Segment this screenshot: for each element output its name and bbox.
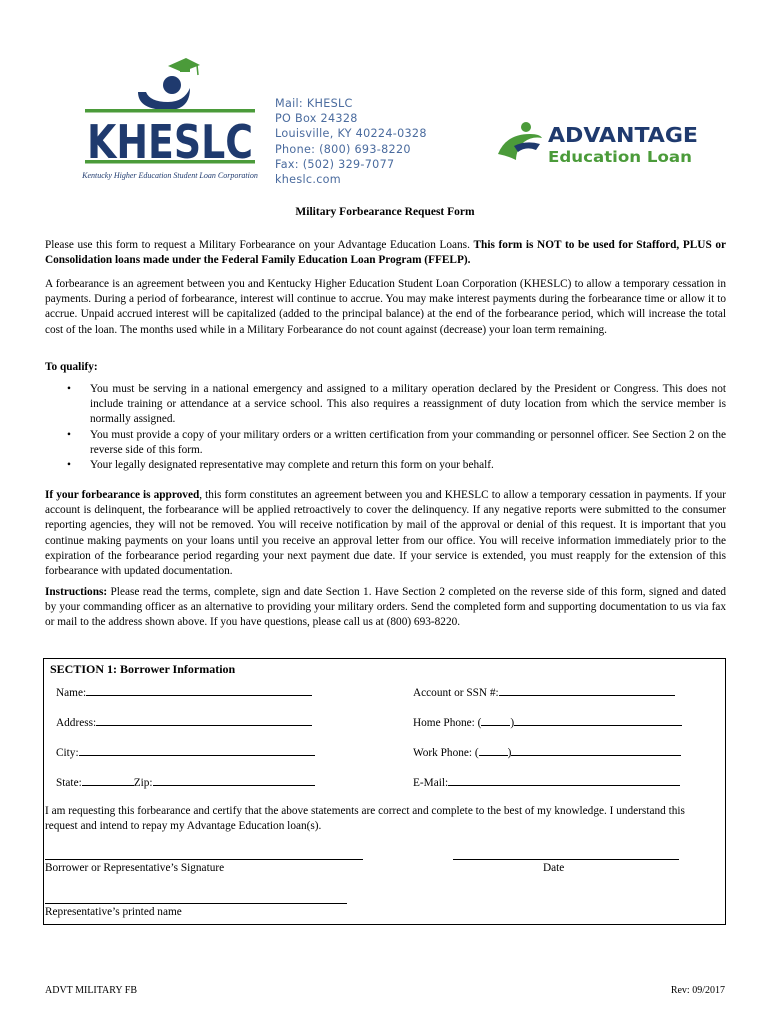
qualify-item-2: You must provide a copy of your military orders or a written certification from your commanding or personnel officer. See Section 2 on the reverse side of this form. [90, 428, 726, 456]
bullet-icon: • [67, 428, 71, 441]
city-line[interactable] [79, 743, 315, 756]
intro-paragraph [45, 238, 726, 268]
certification-text: I am requesting this forbearance and certify that the above statements are correct and complete to the best of my knowledge. I understand this request and intend to repay my Advantage Education loan(s). [45, 805, 685, 833]
home-phone-label: Home Phone: ( [413, 717, 482, 729]
approval-paragraph [45, 488, 726, 579]
instructions-lead: Instructions: [45, 586, 108, 598]
contact-city: Louisville, KY 40224-0328 [275, 127, 427, 141]
work-phone-label: Work Phone: ( [413, 747, 479, 759]
account-ssn-label: Account or SSN #: [413, 687, 499, 699]
instructions-paragraph [45, 585, 726, 631]
city-field[interactable] [56, 743, 315, 759]
bullet-icon: • [67, 459, 71, 472]
work-phone-line[interactable] [511, 743, 681, 756]
qualify-item-1: You must be serving in a national emergency and assigned to a military operation declared by the President or Congress. This does not include training or attendance at a service school. This also requires a reassignment of duty location from which the service member is normally assigned. [90, 383, 726, 426]
account-ssn-line[interactable] [499, 683, 675, 696]
forbearance-paragraph: A forbearance is an agreement between you and Kentucky Higher Education Student Loan Corporation (KHESLC) to allow a temporary cessation in payments. During a period of forbearance, interest will continue to accrue. You may make interest payments during the forbearance time or allow it to accrue. Unpaid accrued interest will be capitalized (added to the principal balance) at the end of the forbearance period, which will increase the total cost of the loan. The months used while in a Military Forbearance do not count against (decrease) your loan term remaining. [45, 278, 726, 336]
advantage-wordmark: ADVANTAGE [548, 123, 698, 147]
intro-warning: This form is NOT to be used for Stafford, PLUS or Consolidation loans made under the Federal Family Education Loan Program (FFELP). [45, 239, 727, 267]
email-field[interactable] [413, 773, 680, 789]
approval-text: , this form constitutes an agreement between you and KHESLC to allow a temporary cessation in payments. If your account is delinquent, the forbearance will be applied retroactively to cover the delinquency. If any negative reports were submitted to the consumer reporting agencies, they will not be removed. You will receive notification by mail of the approval or denial of this request. It is important that you continue making payments on your loans until you receive an approval letter from our office. You will receive information immediately prior to the expiration of the forbearance period regarding your next payment due date. If your service is extended, you must reapply for the extension of this forbearance with updated documentation. [45, 489, 726, 578]
kheslc-wordmark: KHESLC [87, 115, 253, 169]
contact-mail: Mail: KHESLC [275, 97, 353, 110]
list-item [45, 428, 726, 458]
address-label: Address: [56, 717, 97, 729]
contact-po-box: PO Box 24328 [275, 112, 358, 126]
name-line[interactable] [86, 683, 312, 696]
name-label: Name: [56, 687, 87, 699]
contact-website: kheslc.com [275, 173, 341, 187]
date-label: Date [543, 862, 565, 874]
email-line[interactable] [448, 773, 680, 786]
advantage-education-loan-logo [496, 120, 701, 168]
state-zip-field[interactable] [56, 773, 315, 789]
address-field[interactable] [56, 713, 312, 729]
city-label: City: [56, 747, 79, 759]
work-phone-area-line[interactable] [479, 743, 508, 756]
zip-label: Zip: [133, 777, 153, 789]
section1-title: SECTION 1: Borrower Information [50, 662, 236, 676]
work-phone-field[interactable] [413, 743, 681, 759]
state-line[interactable] [82, 773, 134, 786]
footer-revision: Rev: 09/2017 [670, 985, 725, 996]
kheslc-tagline: Kentucky Higher Education Student Loan Corporation [82, 171, 258, 180]
bullet-icon: • [67, 383, 71, 395]
contact-fax: Fax: (502) 329-7077 [275, 157, 395, 171]
footer-form-code: ADVT MILITARY FB [45, 985, 137, 996]
account-ssn-field[interactable] [413, 683, 675, 699]
intro-text: Please use this form to request a Military Forbearance on your Advantage Education Loans. [45, 239, 474, 251]
qualify-heading: To qualify: [45, 361, 98, 373]
printed-name-label: Representative’s printed name [45, 906, 182, 918]
signature-line[interactable] [45, 859, 363, 860]
date-line[interactable] [453, 859, 679, 860]
signature-label: Borrower or Representative’s Signature [45, 862, 225, 874]
home-phone-area-line[interactable] [481, 713, 510, 726]
qualify-item-3: Your legally designated representative may complete and return this form on your behalf. [90, 459, 494, 472]
contact-phone: Phone: (800) 693-8220 [275, 142, 411, 156]
address-line[interactable] [96, 713, 312, 726]
home-phone-paren: ) [510, 717, 515, 729]
qualify-list [45, 382, 726, 473]
zip-line[interactable] [153, 773, 315, 786]
kheslc-logo [80, 52, 260, 187]
list-item [45, 382, 726, 428]
home-phone-line[interactable] [514, 713, 682, 726]
contact-block [275, 96, 427, 187]
email-label: E-Mail: [413, 777, 449, 789]
name-field[interactable] [56, 683, 312, 699]
work-phone-paren: ) [507, 747, 512, 759]
approval-lead: If your forbearance is approved [45, 489, 200, 501]
form-title: Military Forbearance Request Form [295, 206, 475, 218]
state-label: State: [56, 777, 82, 789]
instructions-text: Please read the terms, complete, sign and date Section 1. Have Section 2 completed on the reverse side of this form, signed and dated by your commanding officer as an alternative to providing your military orders. Send the completed form and supporting documentation to us via fax or mail to the address shown above. If you have questions, please call us at (800) 693-8220. [45, 586, 726, 629]
printed-name-line[interactable] [45, 903, 347, 904]
list-item [45, 458, 726, 473]
home-phone-field[interactable] [413, 713, 682, 729]
education-loan-wordmark: Education Loan [548, 148, 692, 166]
